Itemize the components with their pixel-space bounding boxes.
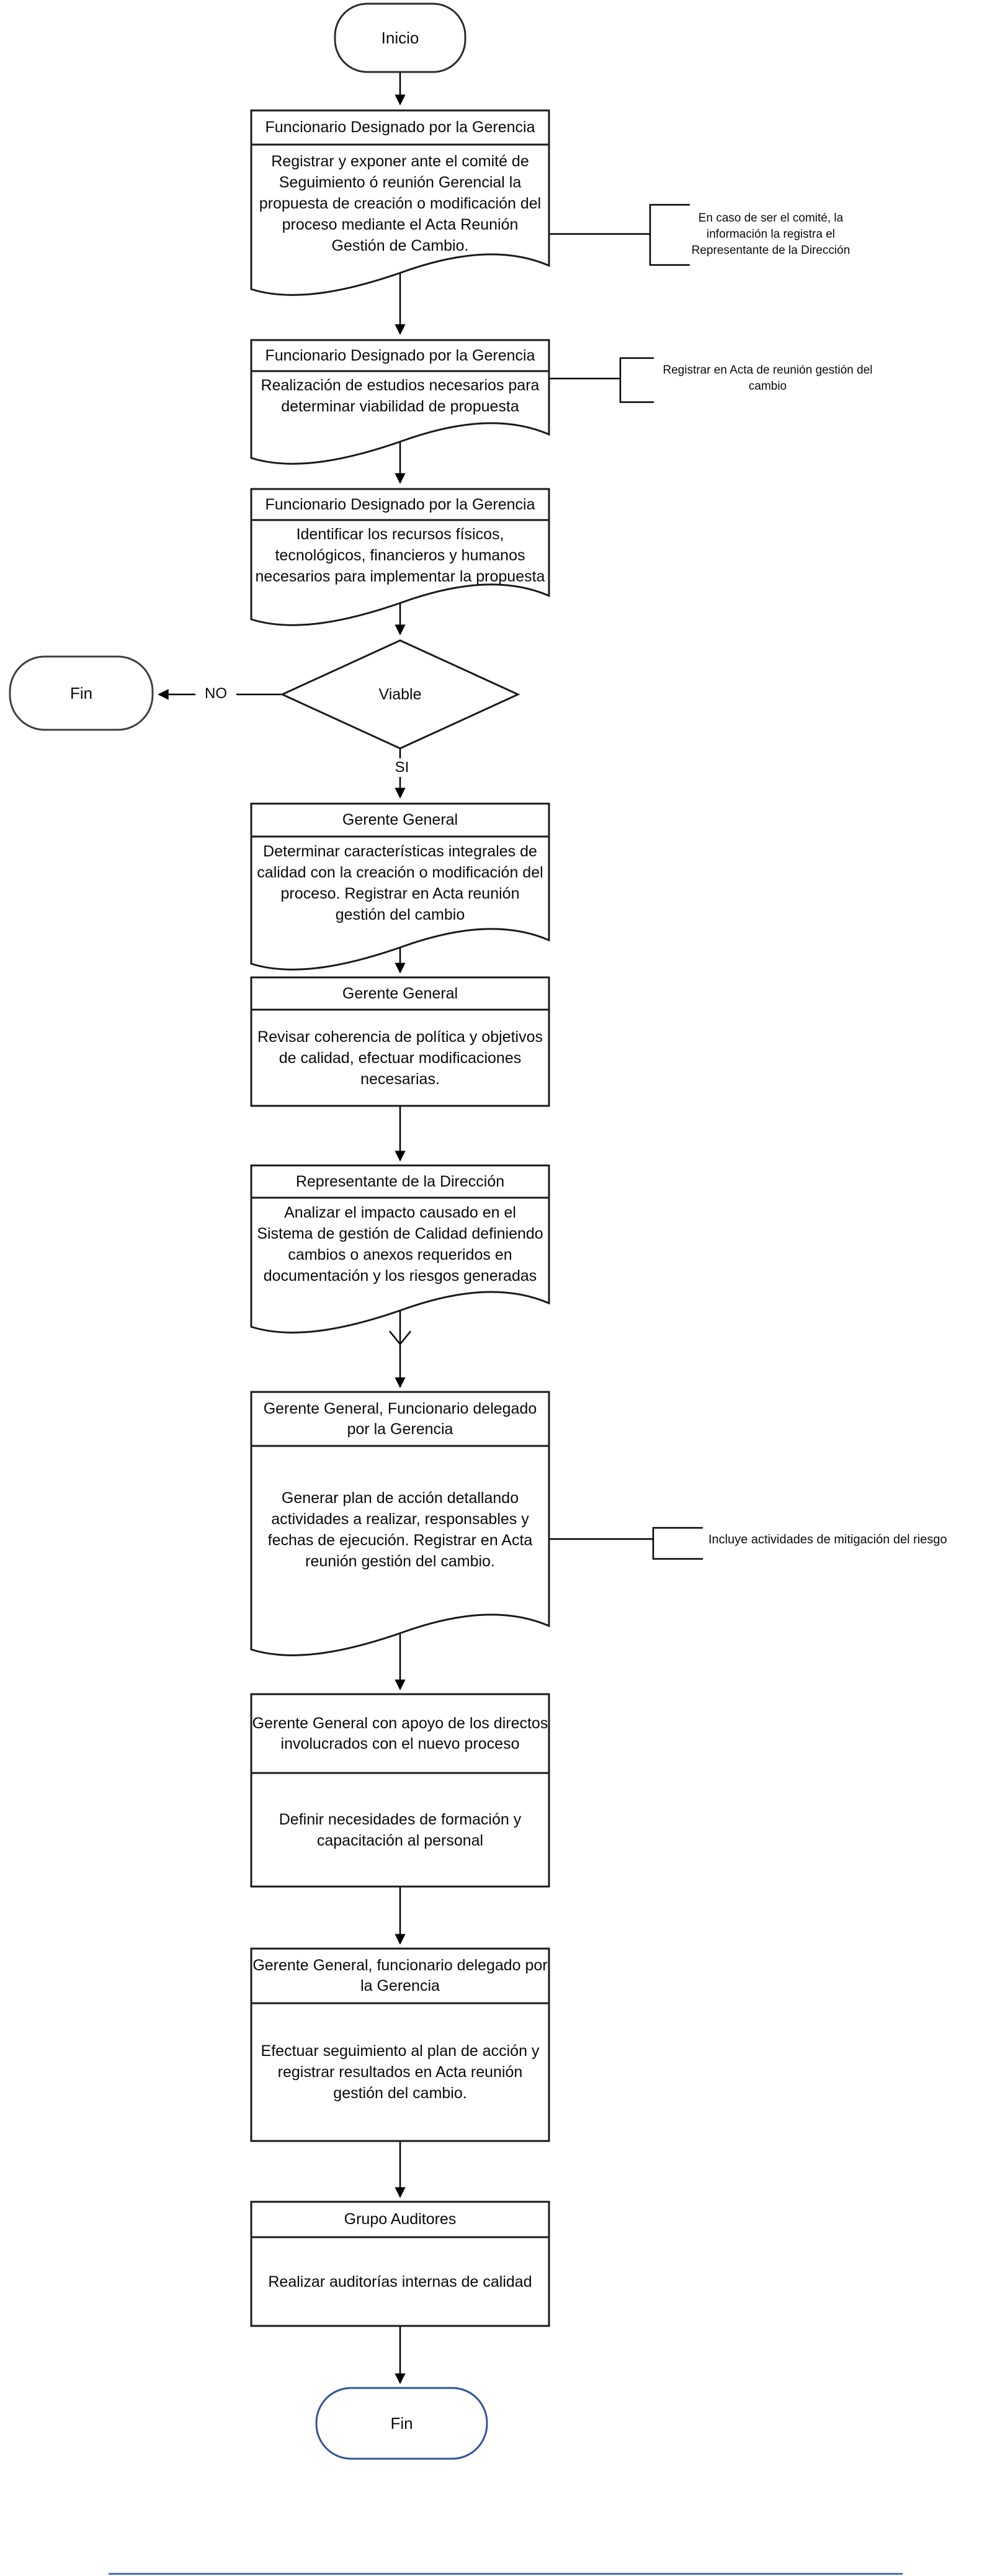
step5-action: Revisar coherencia de política y objetivos de calidad, efectuar modificaciones necesarias.	[257, 1028, 543, 1088]
step3-actor: Funcionario Designado por la Gerencia	[265, 495, 535, 513]
step10-actor: Grupo Auditores	[344, 2210, 457, 2228]
decision-yes-label: SI	[386, 758, 417, 777]
start-label: Inicio	[381, 28, 419, 47]
step8-action: Definir necesidades de formación y capacitación al personal	[279, 1810, 522, 1849]
note3-text: Incluye actividades de mitigación del riesgo	[708, 1533, 947, 1546]
step2-action: Realización de estudios necesarios para determinar viabilidad de propuesta	[261, 376, 540, 415]
end-label: Fin	[390, 2413, 413, 2433]
step3-action: Identificar los recursos físicos, tecnológicos, financieros y humanos necesarios para implementar la propuesta	[255, 526, 545, 585]
note1-text: En caso de ser el comité, la información la registra el Representante de la Dirección	[691, 212, 850, 257]
step6-actor: Representante de la Dirección	[295, 1172, 505, 1190]
decision-label: Viable	[378, 685, 422, 703]
step2-actor: Funcionario Designado por la Gerencia	[265, 346, 535, 364]
step8-actor: Gerente General con apoyo de los directos involucrados con el nuevo proceso	[252, 1714, 548, 1752]
step10-action: Realizar auditorías internas de calidad	[268, 2273, 532, 2291]
step9-actor: Gerente General, funcionario delegado por la Gerencia	[252, 1957, 548, 1995]
step1-action: Registrar y exponer ante el comité de Seguimiento ó reunión Gerencial la propuesta de creación o modificación del proceso mediante el Acta Reunión Gestión de Cambio.	[259, 153, 542, 254]
bottom-page-rule	[109, 2573, 903, 2575]
step5-actor: Gerente General	[342, 984, 458, 1002]
step4-actor: Gerente General	[342, 811, 458, 828]
note3-bracket-icon	[653, 1528, 703, 1559]
fin-no-label: Fin	[69, 683, 93, 702]
step1-actor: Funcionario Designado por la Gerencia	[265, 119, 535, 136]
step7-action: Generar plan de acción detallando actividades a realizar, responsables y fechas de ejecución. Registrar en Acta reunión gestión del cambio.	[267, 1489, 533, 1570]
step4-action: Determinar características integrales de calidad con la creación o modificación del proceso. Registrar en Acta reunión gestión del cambio	[257, 843, 543, 923]
step7-actor: Gerente General, Funcionario delegado por la Gerencia	[263, 1399, 537, 1438]
note2-text: Registrar en Acta de reunión gestión del cambio	[663, 364, 873, 393]
decision-no-label: NO	[195, 684, 236, 704]
annotation-connectors	[549, 205, 703, 1559]
note2-bracket-icon	[620, 358, 654, 402]
step9-action: Efectuar seguimiento al plan de acción y registrar resultados en Acta reunión gestión del cambio.	[261, 2042, 540, 2102]
step6-action: Analizar el impacto causado en el Sistema de gestión de Calidad definiendo cambios o anexos requeridos en documentación y los riesgos generadas	[257, 1204, 543, 1285]
